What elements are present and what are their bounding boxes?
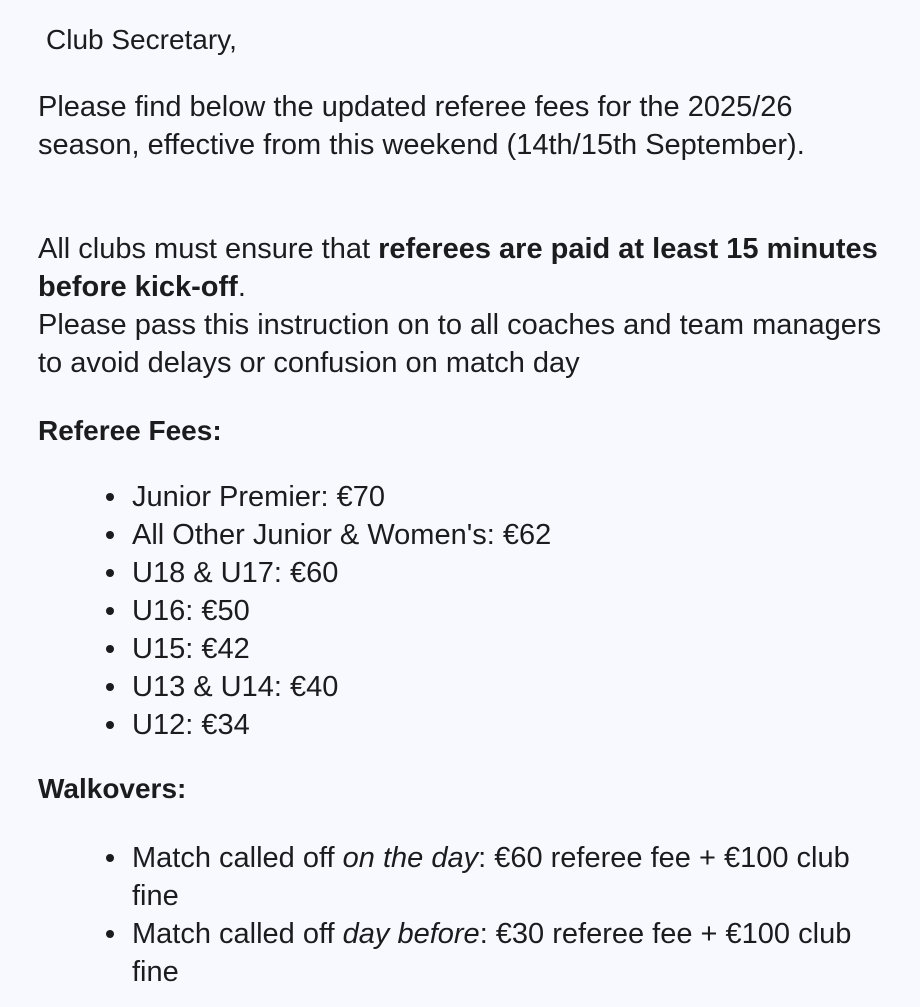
walkovers-list xyxy=(0,839,900,991)
walkover-prefix: Match called off xyxy=(132,842,343,874)
walkover-emphasis: day before xyxy=(342,918,480,950)
fee-text: All Other Junior & Women's: €62 xyxy=(132,519,552,551)
fee-text: U16: €50 xyxy=(132,595,250,627)
bullet-icon xyxy=(106,607,114,615)
list-item xyxy=(0,915,862,991)
bullet-icon xyxy=(106,930,114,938)
list-item xyxy=(0,592,862,630)
fee-text: Junior Premier: €70 xyxy=(132,481,386,513)
referee-fees-heading: Referee Fees: xyxy=(38,415,222,446)
payment-notice-emphasis: referees are paid at least 15 minutes before kick-off xyxy=(38,233,878,303)
list-item xyxy=(0,630,862,668)
bullet-icon xyxy=(106,854,114,862)
list-item xyxy=(0,668,862,706)
walkovers-heading: Walkovers: xyxy=(38,773,187,804)
list-item xyxy=(0,516,862,554)
list-item xyxy=(0,706,862,744)
walkover-suffix: : €60 referee fee + €100 club fine xyxy=(132,842,850,912)
instruction-paragraph: Please pass this instruction on to all coaches and team managers to avoid delays or confusion on match day xyxy=(38,309,882,379)
bullet-icon xyxy=(106,683,114,691)
intro-paragraph: Please find below the updated referee fees for the 2025/26 season, effective from this weekend (14th/15th September). xyxy=(38,91,805,161)
bullet-icon xyxy=(106,721,114,729)
greeting: Club Secretary, xyxy=(46,24,237,55)
fee-text: U12: €34 xyxy=(132,709,250,741)
list-item xyxy=(0,839,862,915)
referee-fees-list xyxy=(0,478,900,744)
list-item xyxy=(0,554,862,592)
payment-notice-prefix: All clubs must ensure that xyxy=(38,233,379,265)
bullet-icon xyxy=(106,531,114,539)
fee-text: U18 & U17: €60 xyxy=(132,557,339,589)
payment-notice-suffix: . xyxy=(237,271,246,303)
bullet-icon xyxy=(106,569,114,577)
bullet-icon xyxy=(106,493,114,501)
walkover-prefix: Match called off xyxy=(132,918,343,950)
bullet-icon xyxy=(106,645,114,653)
fee-text: U13 & U14: €40 xyxy=(132,671,339,703)
payment-notice xyxy=(38,230,898,306)
fee-text: U15: €42 xyxy=(132,633,250,665)
walkover-suffix: : €30 referee fee + €100 club fine xyxy=(132,918,852,988)
walkover-emphasis: on the day xyxy=(342,842,479,874)
list-item xyxy=(0,478,862,516)
